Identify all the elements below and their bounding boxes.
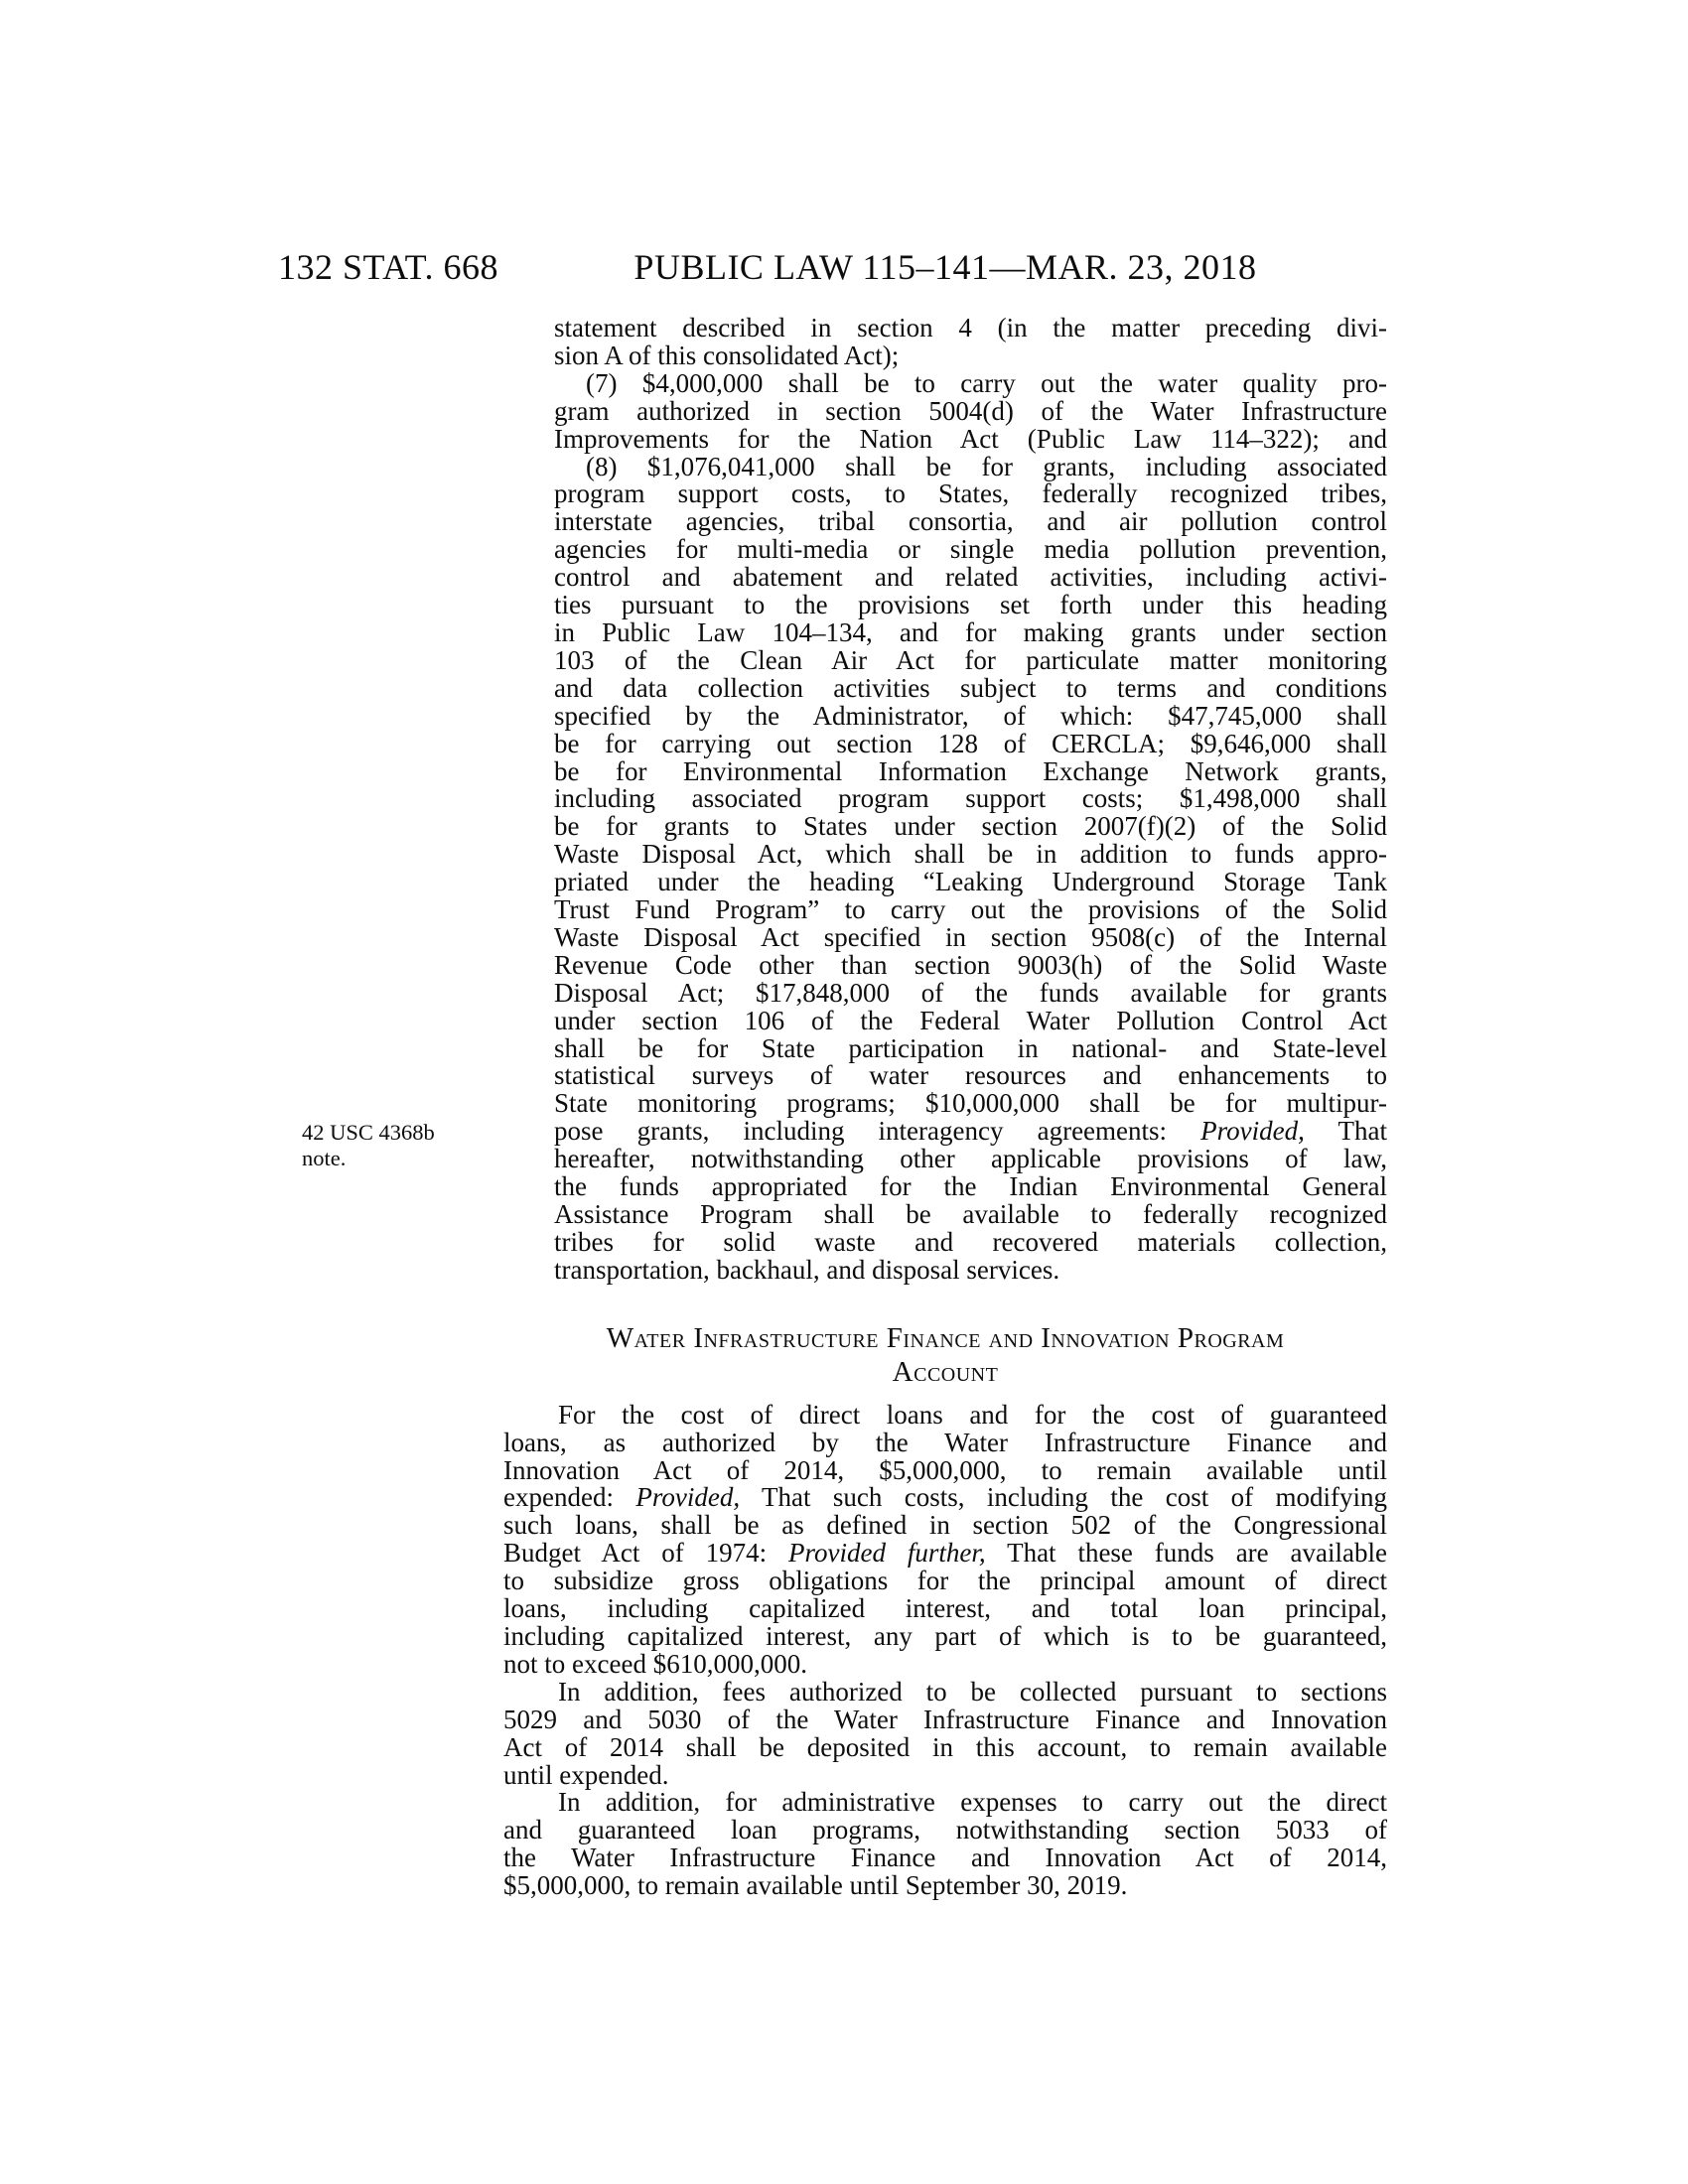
- law-text-segment: sion A of this consolidated Act);: [554, 340, 900, 370]
- law-text-line: [554, 672, 1387, 703]
- law-text-line: [503, 1706, 1387, 1734]
- law-text-segment: and data collection activities subject to terms and conditions: [554, 672, 1387, 703]
- law-text-line: [503, 1620, 1387, 1651]
- law-text-segment: loans, including capitalized interest, and total loan principal,: [503, 1593, 1387, 1624]
- law-text-segment: gram authorized in section 5004(d) of the Water Infrastructure: [554, 395, 1387, 426]
- law-text-segment: In addition, for administrative expenses to carry out the direct: [558, 1787, 1387, 1818]
- law-text-segment: statistical surveys of water resources and enhancements to: [554, 1060, 1387, 1091]
- italic-proviso-text: Provided,: [1200, 1116, 1305, 1147]
- law-text-line: [554, 342, 1387, 370]
- margin-note: [302, 1120, 491, 1171]
- law-text-segment: ties pursuant to the provisions set forth under this heading: [554, 590, 1387, 620]
- law-text-line: [503, 1399, 1387, 1430]
- law-text-segment: and guaranteed loan programs, notwithstanding section 5033 of: [503, 1815, 1387, 1845]
- law-text-line: [554, 1146, 1387, 1173]
- law-text-segment: (7) $4,000,000 shall be to carry out the water quality pro-: [586, 367, 1387, 398]
- law-text-line: [554, 451, 1387, 481]
- law-text-segment: shall be for State participation in national- and State-level: [554, 1032, 1387, 1063]
- law-text-segment: until expended.: [503, 1759, 669, 1790]
- law-text-segment: specified by the Administrator, of which: $47,745,000 shall: [554, 700, 1387, 731]
- law-text-line: [503, 1731, 1387, 1762]
- law-text-line: [503, 1789, 1387, 1817]
- law-text-line: [503, 1484, 1387, 1512]
- law-text-segment: That such costs, including the cost of modifying: [740, 1482, 1387, 1513]
- law-text-segment: in Public Law 104–134, and for making grants under section: [554, 616, 1387, 647]
- law-text-segment: program support costs, to States, federally recognized tribes,: [554, 478, 1387, 509]
- law-text-line: [554, 977, 1387, 1008]
- law-text-segment: be for grants to States under section 2007(f)(2) of the Solid: [554, 811, 1387, 842]
- law-text-line: [554, 644, 1387, 675]
- law-text-segment: under section 106 of the Federal Water Pollution Control Act: [554, 1005, 1387, 1035]
- law-text-segment: 5029 and 5030 of the Water Infrastructure Finance and Innovation: [503, 1704, 1387, 1734]
- law-text-segment: priated under the heading “Leaking Underground Storage Tank: [554, 867, 1387, 897]
- law-text-line: [554, 1005, 1387, 1035]
- law-text-line: [554, 536, 1387, 564]
- law-text-segment: Revenue Code other than section 9003(h) of the Solid Waste: [554, 949, 1387, 980]
- law-text-segment: interstate agencies, tribal consortia, and air pollution control: [554, 506, 1387, 537]
- law-citation: PUBLIC LAW 115–141—MAR. 23, 2018: [633, 247, 1257, 287]
- law-text-segment: statement described in section 4 (in the matter preceding divi-: [554, 313, 1387, 342]
- law-text-segment: agencies for multi-media or single media pollution prevention,: [554, 534, 1387, 565]
- law-text-segment: Trust Fund Program” to carry out the provisions of the Solid: [554, 894, 1387, 925]
- law-text-segment: Disposal Act; $17,848,000 of the funds available for grants: [554, 977, 1387, 1008]
- law-text-line: [503, 1454, 1387, 1485]
- law-text-line: [503, 1540, 1387, 1568]
- law-text-line: [554, 813, 1387, 841]
- stat-citation: 132 STAT. 668: [278, 247, 498, 287]
- law-text-segment: be for carrying out section 128 of CERCLA; $9,646,000 shall: [554, 728, 1387, 758]
- law-text-segment: Assistance Program shall be available to federally recognized: [554, 1199, 1387, 1229]
- law-text-line: [503, 1759, 1387, 1790]
- law-text-line: [554, 785, 1387, 813]
- law-text-line: [503, 1568, 1387, 1595]
- law-text-line: [554, 564, 1387, 592]
- law-text-segment: the Water Infrastructure Finance and Innovation Act of 2014,: [503, 1843, 1387, 1873]
- law-text-segment: expended:: [503, 1482, 636, 1513]
- law-text-line: [554, 1173, 1387, 1201]
- law-text-segment: transportation, backhaul, and disposal services.: [554, 1254, 1060, 1285]
- law-text-line: [554, 395, 1387, 426]
- law-text-line: [554, 896, 1387, 924]
- law-text-segment: Budget Act of 1974:: [503, 1538, 789, 1569]
- law-text-line: [554, 508, 1387, 536]
- law-text-line: [554, 1201, 1387, 1229]
- law-text-line: [503, 1595, 1387, 1623]
- wifia-account-heading: [503, 1321, 1387, 1389]
- law-text-segment: to subsidize gross obligations for the principal amount of direct: [503, 1566, 1387, 1596]
- law-text-line: [554, 949, 1387, 980]
- law-text-segment: For the cost of direct loans and for the cost of guaranteed: [558, 1399, 1387, 1430]
- wifia-para-2: [503, 1676, 1387, 1790]
- law-text-line: [554, 700, 1387, 731]
- wifia-para-3: [503, 1789, 1387, 1900]
- law-text-line: [554, 921, 1387, 952]
- law-text-line: [554, 1226, 1387, 1257]
- italic-proviso-text: Provided,: [635, 1482, 741, 1513]
- law-text-line: [554, 841, 1387, 869]
- law-text-line: [554, 616, 1387, 647]
- wifia-para-1: [503, 1399, 1387, 1679]
- law-text-segment: including associated program support costs; $1,498,000 shall: [554, 783, 1387, 814]
- law-text-segment: Improvements for the Nation Act (Public Law 114–322); and: [554, 423, 1387, 454]
- law-text-segment: Waste Disposal Act specified in section 9508(c) of the Internal: [554, 921, 1387, 952]
- law-text-segment: not to exceed $610,000,000.: [503, 1648, 807, 1679]
- law-text-segment: In addition, fees authorized to be collected pursuant to sections: [558, 1676, 1387, 1706]
- law-text-line: [554, 1254, 1387, 1285]
- law-text-line: [554, 423, 1387, 454]
- law-text-segment: Act of 2014 shall be deposited in this account, to remain available: [503, 1731, 1387, 1762]
- section-heading-line: Account: [892, 1355, 999, 1388]
- margin-note-line: 42 USC 4368b: [302, 1120, 435, 1145]
- epa-grants-block: [554, 315, 1387, 1285]
- law-text-segment: State monitoring programs; $10,000,000 shall be for multipur-: [554, 1088, 1387, 1119]
- law-text-segment: pose grants, including interagency agreements:: [554, 1116, 1201, 1147]
- law-text-line: [503, 1872, 1387, 1900]
- law-text-line: [503, 1512, 1387, 1540]
- law-text-segment: That these funds are available: [985, 1538, 1387, 1569]
- law-text-segment: $5,000,000, to remain available until September 30, 2019.: [503, 1870, 1128, 1901]
- law-text-segment: 103 of the Clean Air Act for particulate matter monitoring: [554, 644, 1387, 675]
- margin-note-line: note.: [302, 1146, 347, 1170]
- law-text-line: [554, 592, 1387, 619]
- law-text-segment: including capitalized interest, any part of which is to be guaranteed,: [503, 1620, 1387, 1651]
- section-heading-line: Water Infrastructure Finance and Innovation Program: [606, 1321, 1285, 1354]
- law-text-line: [554, 1032, 1387, 1063]
- law-text-line: [503, 1427, 1387, 1457]
- law-text-line: [503, 1817, 1387, 1844]
- law-text-line: [554, 315, 1387, 342]
- law-text-segment: Innovation Act of 2014, $5,000,000, to remain available until: [503, 1454, 1387, 1485]
- law-text-line: [503, 1844, 1387, 1872]
- law-text-segment: be for Environmental Information Exchange Network grants,: [554, 755, 1387, 786]
- law-text-line: [554, 480, 1387, 508]
- law-text-segment: Waste Disposal Act, which shall be in addition to funds appro-: [554, 839, 1387, 870]
- law-text-segment: That: [1304, 1116, 1387, 1147]
- law-text-line: [554, 755, 1387, 786]
- law-text-segment: tribes for solid waste and recovered materials collection,: [554, 1226, 1387, 1257]
- law-text-segment: loans, as authorized by the Water Infrastructure Finance and: [503, 1427, 1387, 1457]
- law-text-line: [503, 1676, 1387, 1706]
- law-text-segment: the funds appropriated for the Indian Environmental General: [554, 1171, 1387, 1202]
- law-text-line: [554, 367, 1387, 398]
- law-text-line: [554, 728, 1387, 758]
- law-text-line: [554, 1090, 1387, 1118]
- law-text-segment: (8) $1,076,041,000 shall be for grants, including associated: [586, 451, 1387, 481]
- law-text-line: [503, 1648, 1387, 1679]
- law-text-segment: hereafter, notwithstanding other applicable provisions of law,: [554, 1144, 1387, 1174]
- italic-proviso-text: Provided further,: [788, 1538, 986, 1569]
- text-column: [503, 315, 1387, 1900]
- law-text-line: [554, 1118, 1387, 1146]
- law-text-segment: such loans, shall be as defined in section 502 of the Congressional: [503, 1510, 1387, 1541]
- law-text-line: [554, 869, 1387, 896]
- law-text-line: [554, 1062, 1387, 1090]
- law-text-segment: control and abatement and related activities, including activi-: [554, 562, 1387, 593]
